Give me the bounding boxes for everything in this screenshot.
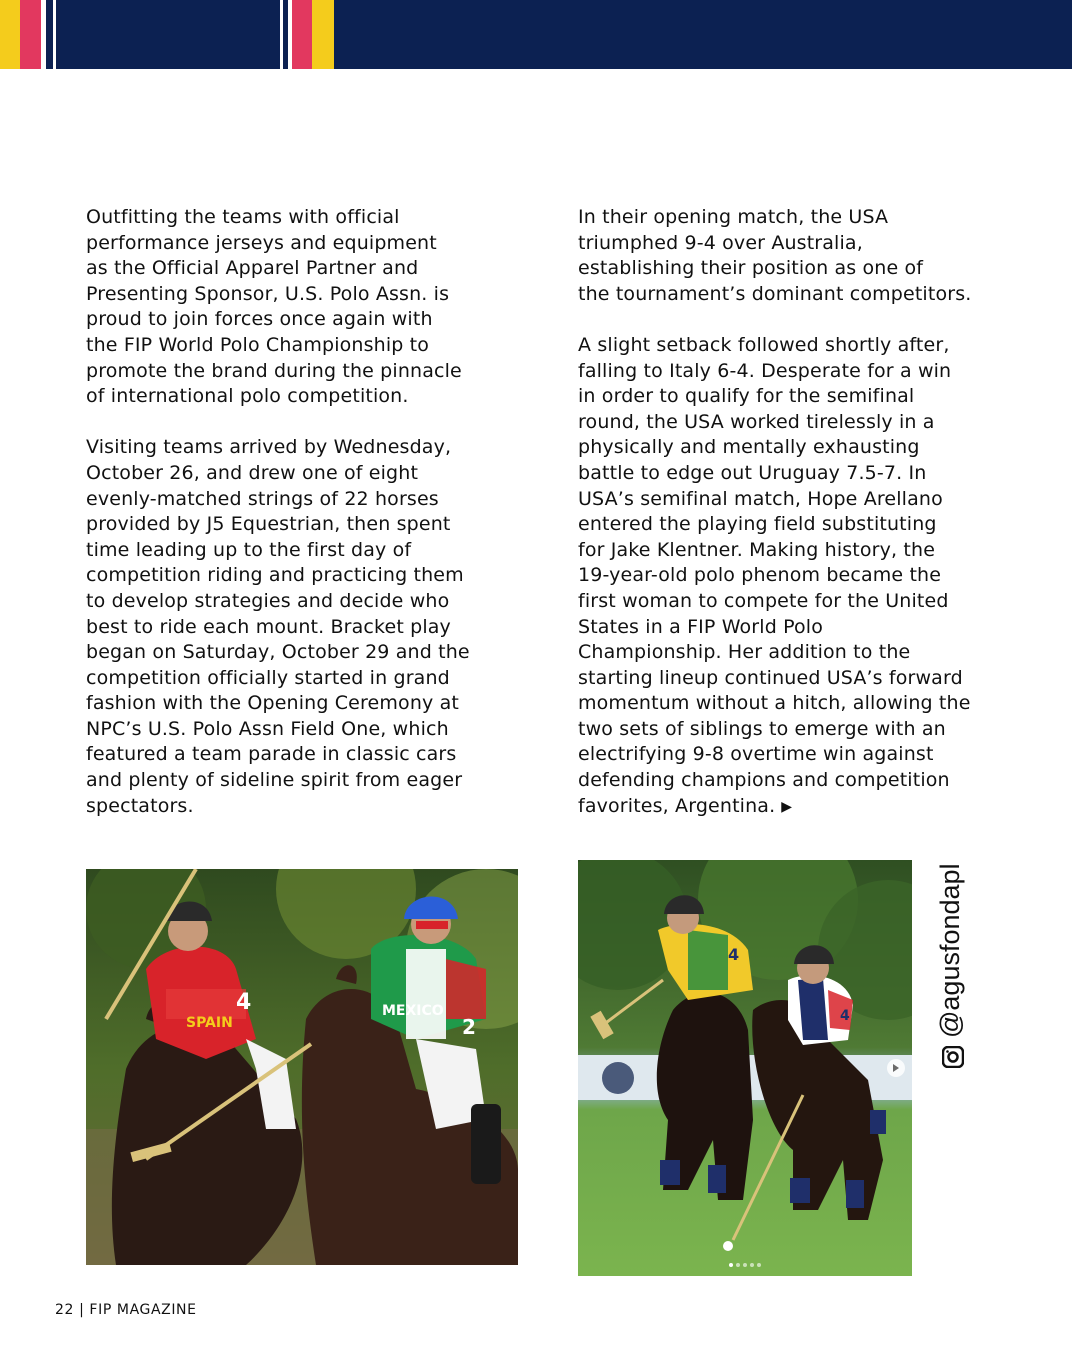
text-line: momentum without a hitch, allowing the: [578, 692, 971, 715]
last-line-text: favorites, Argentina.: [578, 794, 776, 817]
text-line: of international polo competition.: [86, 385, 409, 408]
text-line: Visiting teams arrived by Wednesday,: [86, 436, 452, 459]
polo-photo-illustration: [86, 869, 518, 1265]
paragraph-opening-match: [578, 205, 1018, 307]
paragraph-visiting-teams: [86, 435, 516, 819]
jersey-text-spain: SPAIN: [186, 1015, 233, 1031]
text-line: Championship. Her addition to the: [578, 641, 911, 664]
photo-usa-players: [578, 860, 912, 1276]
text-line: two sets of siblings to emerge with an: [578, 717, 946, 740]
article-left-column: [86, 205, 516, 845]
text-line: triumphed 9-4 over Australia,: [578, 231, 863, 254]
text-line: time leading up to the first day of: [86, 538, 412, 561]
text-line: performance jerseys and equipment: [86, 231, 437, 254]
jersey-number-yellow: 4: [728, 945, 740, 964]
header-stripe-white: [41, 0, 46, 69]
paragraph-setback: [578, 333, 1018, 820]
text-line: featured a team parade in classic cars: [86, 743, 457, 766]
text-line: In their opening match, the USA: [578, 206, 889, 228]
text-line: A slight setback followed shortly after,: [578, 333, 950, 356]
text-line: starting lineup continued USA’s forward: [578, 666, 963, 689]
text-line: as the Official Apparel Partner and: [86, 257, 419, 280]
text-line: and plenty of sideline spirit from eager: [86, 769, 463, 792]
text-line: USA’s semifinal match, Hope Arellano: [578, 487, 943, 510]
text-line: falling to Italy 6-4. Desperate for a win: [578, 359, 952, 382]
text-line: October 26, and drew one of eight: [86, 461, 419, 484]
jersey-number-left: 4: [236, 990, 252, 1015]
continue-arrow-icon: ▶: [781, 798, 793, 815]
text-line: 19-year-old polo phenom became the: [578, 564, 942, 587]
header-bar: [0, 0, 1072, 69]
article-right-column: [578, 205, 1018, 846]
paragraph-outfitting: [86, 205, 516, 410]
text-line: first woman to compete for the United: [578, 589, 949, 612]
text-line: NPC’s U.S. Polo Assn Field One, which: [86, 717, 449, 740]
text-line: States in a FIP World Polo: [578, 615, 823, 638]
photo-credit: [935, 863, 966, 1068]
text-line: round, the USA worked tirelessly in a: [578, 410, 935, 433]
header-stripe-pink: [292, 0, 312, 69]
text-line: entered the playing field substituting: [578, 513, 937, 536]
text-line: the tournament’s dominant competitors.: [578, 282, 972, 305]
photo-spain-vs-mexico: [86, 869, 518, 1265]
text-line: promote the brand during the pinnacle: [86, 359, 462, 382]
text-line: Presenting Sponsor, U.S. Polo Assn. is: [86, 282, 450, 305]
text-line: fashion with the Opening Ceremony at: [86, 692, 459, 715]
text-line: electrifying 9-8 overtime win against: [578, 743, 934, 766]
jersey-number-usa: 4: [840, 1008, 850, 1024]
header-stripe-yellow: [0, 0, 20, 69]
text-line: in order to qualify for the semifinal: [578, 385, 915, 408]
page-footer: 22 | FIP MAGAZINE: [55, 1302, 197, 1318]
text-line: competition officially started in grand: [86, 666, 450, 689]
text-line: spectators.: [86, 794, 194, 817]
text-line: defending champions and competition: [578, 769, 950, 792]
text-line: best to ride each mount. Bracket play: [86, 615, 451, 638]
text-line: battle to edge out Uruguay 7.5-7. In: [578, 461, 927, 484]
header-stripe-white: [280, 0, 283, 69]
text-line: proud to join forces once again with: [86, 308, 433, 331]
text-line: [578, 794, 1018, 821]
instagram-icon: [940, 1046, 962, 1068]
text-line: physically and mentally exhausting: [578, 436, 920, 459]
text-line: began on Saturday, October 29 and the: [86, 641, 470, 664]
photo-credit-handle: @agusfondapl: [935, 863, 965, 1038]
text-line: competition riding and practicing them: [86, 564, 464, 587]
text-line: evenly-matched strings of 22 horses: [86, 487, 439, 510]
text-line: for Jake Klentner. Making history, the: [578, 538, 936, 561]
jersey-text-mexico: MEXICO: [382, 1003, 444, 1019]
text-line: Outfitting the teams with official: [86, 206, 400, 228]
text-line: provided by J5 Equestrian, then spent: [86, 513, 451, 536]
text-line: to develop strategies and decide who: [86, 589, 450, 612]
header-stripe-pink: [20, 0, 41, 69]
jersey-number-right: 2: [462, 1015, 476, 1039]
polo-photo-illustration: [578, 860, 912, 1276]
text-line: establishing their position as one of: [578, 257, 924, 280]
header-stripe-white: [53, 0, 56, 69]
header-stripe-yellow: [312, 0, 334, 69]
text-line: the FIP World Polo Championship to: [86, 333, 430, 356]
